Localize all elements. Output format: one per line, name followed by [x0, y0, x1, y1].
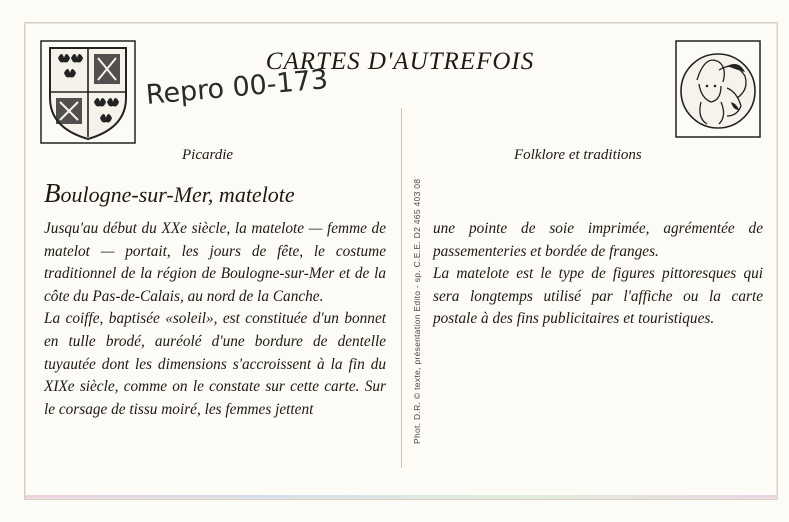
- subject-rest: oulogne-sur-Mer, matelote: [60, 182, 295, 207]
- coat-of-arms-icon: [40, 40, 136, 144]
- body-text-left-column: [44, 218, 386, 421]
- body-paragraph: La coiffe, baptisée «soleil», est constituée d'un bonnet en tulle brodé, auréolé d'une bordure de dentelle tuyautée dont les dimensions s'accroissent à la fin du XIXe siècle, comme on le constate sur cette carte. Sur le corsage de tissu moiré, les femmes jettent: [44, 310, 386, 418]
- card-subject-heading: [44, 178, 295, 209]
- handwritten-reference-note: Repro 00-173: [144, 64, 330, 111]
- body-paragraph: Jusqu'au début du XXe siècle, la matelote — femme de matelot — portait, les jours de fête, le costume traditionnel de la région de Boulogne-sur-Mer et de la côte du Pas-de-Calais, au nord de la Canche.: [44, 220, 386, 305]
- photo-credit: [410, 128, 424, 444]
- theme-label: Folklore et traditions: [514, 147, 642, 163]
- card-series-title: CARTES D'AUTREFOIS: [265, 48, 535, 75]
- body-text-right-column: [433, 218, 763, 331]
- column-divider: [401, 108, 402, 468]
- coiffe-portrait-medallion-icon: [675, 40, 761, 138]
- subject-initial: B: [44, 178, 61, 208]
- region-label: Picardie: [182, 147, 234, 163]
- photo-credit-text: Phot. D.R. © texte, présentation Edito - sp. C.E.E. D2 465 403 08: [412, 178, 422, 444]
- card-border-bottom-tint: [24, 495, 776, 498]
- body-paragraph: une pointe de soie imprimée, agrémentée de passementeries et bordée de franges.: [433, 220, 763, 260]
- body-paragraph: La matelote est le type de figures pittoresques qui sera longtemps utilisé par l'affiche ou la carte postale à des fins publicitaires et touristiques.: [433, 265, 763, 328]
